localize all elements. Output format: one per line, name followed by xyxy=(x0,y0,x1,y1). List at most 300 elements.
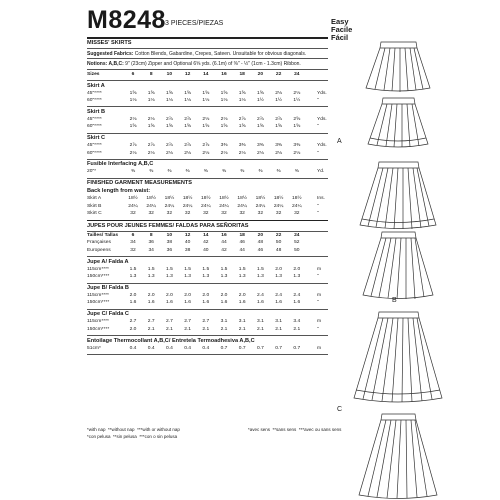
table-row xyxy=(87,267,328,274)
table-cell: 2.7 xyxy=(129,319,137,325)
unit-label: " xyxy=(317,300,319,306)
table-cell: 24¼ xyxy=(182,203,193,209)
table-cell: 2⅞ xyxy=(165,116,173,122)
row-label: Skirt B xyxy=(87,203,102,209)
table-cell: 14 xyxy=(203,72,209,77)
unit-label: " xyxy=(317,203,319,209)
table-cell: 38 xyxy=(166,240,173,246)
section-title: Jupe B/ Falda B xyxy=(87,285,129,291)
table-row xyxy=(87,346,328,353)
table-cell: 2⅛ xyxy=(202,116,210,122)
table-cell: 20 xyxy=(257,233,264,238)
table-cell: 2.1 xyxy=(256,326,264,332)
view-c-label: C xyxy=(337,406,343,413)
table-cell: 34 xyxy=(148,247,154,253)
table-cell: 44 xyxy=(239,247,245,253)
table-cell: 1.6 xyxy=(293,300,301,306)
divider xyxy=(87,335,328,336)
table-row xyxy=(87,98,328,105)
table-cell: 38 xyxy=(184,247,191,253)
table-cell: 1⅝ xyxy=(202,124,210,130)
divider xyxy=(87,220,328,222)
table-cell: 3⅜ xyxy=(275,143,282,149)
table-cell: 14 xyxy=(203,233,209,238)
table-cell: 32 xyxy=(257,211,264,217)
table-cell: 2.7 xyxy=(184,319,191,325)
table-cell: 1⅝ xyxy=(256,124,264,130)
table-cell: 18½ xyxy=(273,196,284,202)
table-cell: 2⅛ xyxy=(275,90,282,96)
unit-label: " xyxy=(317,326,319,332)
table-cell: 3.1 xyxy=(220,319,228,325)
table-cell: 1⅝ xyxy=(293,124,301,130)
table-cell: 2.7 xyxy=(165,319,173,325)
table-cell: 1.6 xyxy=(202,300,210,306)
table-cell: 1⅛ xyxy=(220,97,228,103)
table-cell: 2.0 xyxy=(129,293,137,298)
table-cell: 32 xyxy=(184,211,191,217)
table-cell: 2.1 xyxy=(293,326,301,332)
table-cell: 2⅛ xyxy=(256,150,264,156)
table-cell: 2.1 xyxy=(220,326,228,332)
table-cell: 24¼ xyxy=(219,203,229,209)
finished-measurements-title: FINISHED GARMENT MEASUREMENTS xyxy=(87,180,193,187)
unit-label: m xyxy=(317,293,322,298)
table-cell: 2⅛ xyxy=(184,150,191,156)
suggested-fabrics: Suggested Fabrics: Cotton Blends, Gabardine, Crepes, Sateen. Unsuitable for obvious diagonals. xyxy=(87,51,307,57)
table-cell: 0.7 xyxy=(256,345,264,351)
table-cell: 10 xyxy=(166,233,173,238)
table-cell: 2.0 xyxy=(184,293,191,298)
table-cell: 2⅞ xyxy=(275,116,282,122)
table-cell: 1.3 xyxy=(147,274,155,280)
table-cell: 1⅛ xyxy=(202,97,210,103)
table-cell: 2⅛ xyxy=(165,150,173,156)
table-cell: 34 xyxy=(130,240,136,246)
row-label: 150cm**** xyxy=(87,300,110,306)
table-cell: 20 xyxy=(257,72,264,77)
table-cell: ⅜ xyxy=(240,169,245,175)
table-cell: 22 xyxy=(275,72,282,77)
table-cell: 2⅞ xyxy=(147,143,155,149)
table-cell: 44 xyxy=(221,240,227,246)
table-cell: 18½ xyxy=(237,196,247,202)
table-row xyxy=(87,300,328,307)
table-cell: 1.3 xyxy=(220,274,228,280)
table-cell: 0.4 xyxy=(184,345,191,351)
table-cell: 1⅝ xyxy=(202,90,210,96)
table-cell: 3⅜ xyxy=(293,143,301,149)
table-cell: 18 xyxy=(239,72,245,77)
unit-label: m xyxy=(317,319,322,325)
divider xyxy=(87,106,328,107)
table-cell: 42 xyxy=(221,247,227,253)
skirt-a-front-illustration xyxy=(366,42,430,92)
skirt-b-back-illustration xyxy=(363,232,433,299)
table-cell: 2.1 xyxy=(202,326,210,332)
table-cell: 2⅞ xyxy=(184,116,191,122)
table-row xyxy=(87,196,328,203)
table-cell: 18½ xyxy=(219,196,229,202)
table-cell: 0.7 xyxy=(238,345,246,351)
section-title: Skirt A xyxy=(87,82,105,89)
table-cell: 1.5 xyxy=(238,266,246,272)
view-b-label: B xyxy=(392,297,397,304)
divider xyxy=(87,80,328,81)
table-cell: 1.3 xyxy=(238,274,246,280)
table-cell: 24 xyxy=(294,72,300,77)
table-cell: 18½ xyxy=(292,196,302,202)
table-cell: 48 xyxy=(257,240,264,246)
skirt-b-front-illustration xyxy=(360,162,436,229)
table-cell: 1½ xyxy=(275,97,282,103)
table-cell: 1.6 xyxy=(220,300,228,306)
table-cell: 2⅞ xyxy=(202,143,210,149)
table-cell: 0.7 xyxy=(293,345,301,351)
table-cell: ⅜ xyxy=(130,169,136,175)
table-cell: 3⅜ xyxy=(220,143,228,149)
table-cell: 32 xyxy=(294,211,300,217)
table-cell: 1⅝ xyxy=(129,90,137,96)
table-cell: 1⅝ xyxy=(238,124,246,130)
row-label: Sizes xyxy=(87,72,100,77)
skirt-c-front-illustration xyxy=(354,312,442,402)
divider xyxy=(87,69,328,70)
table-cell: 1⅝ xyxy=(165,124,173,130)
table-cell: 24 xyxy=(294,233,300,238)
footnotes-en: *with nap **without nap ***with or without nap xyxy=(87,427,180,432)
table-cell: ⅜ xyxy=(221,169,227,175)
table-cell: 2.0 xyxy=(165,293,173,298)
table-cell: 2.0 xyxy=(147,293,155,298)
table-row xyxy=(87,143,328,150)
divider xyxy=(87,58,328,59)
table-cell: 48 xyxy=(275,247,282,253)
table-cell: 1⅝ xyxy=(220,90,228,96)
table-cell: 1.3 xyxy=(165,274,173,280)
size-header-row xyxy=(87,72,328,79)
row-label: Skirt C xyxy=(87,211,102,217)
table-cell: 2⅝ xyxy=(293,116,301,122)
intl-title: JUPES POUR JEUNES FEMMES/ FALDAS PARA SEÑORITAS xyxy=(87,222,249,229)
table-cell: 2.0 xyxy=(202,293,210,298)
table-cell: 2⅞ xyxy=(184,143,191,149)
table-cell: 32 xyxy=(130,211,136,217)
table-cell: 24¼ xyxy=(273,203,284,209)
table-cell: 16 xyxy=(221,233,227,238)
table-cell: 1.5 xyxy=(165,266,173,272)
table-row xyxy=(87,248,328,255)
table-cell: 1.6 xyxy=(147,300,155,306)
table-cell: 1.6 xyxy=(184,300,191,306)
header-rule xyxy=(87,37,328,39)
table-cell: 0.7 xyxy=(220,345,228,351)
table-cell: 2⅛ xyxy=(147,150,155,156)
unit-label: " xyxy=(317,211,319,217)
row-label: 60"**** xyxy=(87,97,102,103)
table-cell: 18½ xyxy=(182,196,193,202)
table-cell: 0.4 xyxy=(129,345,137,351)
table-cell: 1.5 xyxy=(147,266,155,272)
table-cell: 1⅝ xyxy=(184,124,191,130)
table-cell: 32 xyxy=(130,247,136,253)
table-cell: 16 xyxy=(221,72,227,77)
table-cell: 2.1 xyxy=(238,326,246,332)
table-cell: 50 xyxy=(275,240,282,246)
section-title: Skirt B xyxy=(87,108,106,115)
table-cell: 2.1 xyxy=(275,326,282,332)
table-cell: 1⅝ xyxy=(275,124,282,130)
row-label: 20"* xyxy=(87,169,97,175)
divider xyxy=(87,354,328,355)
table-row xyxy=(87,124,328,131)
table-cell: 1⅝ xyxy=(129,124,137,130)
table-cell: 0.4 xyxy=(147,345,155,351)
page-title: MISSES' SKIRTS xyxy=(87,40,132,46)
divider xyxy=(87,283,328,284)
row-label: 115cm**** xyxy=(87,319,109,325)
table-cell: 2.4 xyxy=(275,293,282,298)
table-cell: 32 xyxy=(221,211,227,217)
table-cell: 1½ xyxy=(256,97,264,103)
row-label: 45"**** xyxy=(87,116,102,122)
table-cell: 12 xyxy=(184,72,191,77)
table-cell: 32 xyxy=(203,211,209,217)
table-cell: 6 xyxy=(131,233,135,238)
divider xyxy=(87,256,328,257)
skirt-c-back-illustration xyxy=(359,414,437,499)
row-label: Françaises xyxy=(87,240,111,246)
table-cell: 1⅛ xyxy=(165,97,173,103)
table-cell: 18 xyxy=(239,233,245,238)
unit-label: Yds. xyxy=(317,143,327,149)
row-label: 45"**** xyxy=(87,143,102,149)
table-cell: 18½ xyxy=(164,196,175,202)
table-cell: 1.6 xyxy=(165,300,173,306)
table-cell: 12 xyxy=(184,233,191,238)
table-cell: 18½ xyxy=(201,196,211,202)
table-cell: 2.7 xyxy=(147,319,155,325)
table-cell: 32 xyxy=(239,211,245,217)
table-cell: 1⅛ xyxy=(238,97,246,103)
table-cell: 24¼ xyxy=(237,203,247,209)
table-cell: ⅜ xyxy=(276,169,281,175)
table-cell: 2.4 xyxy=(256,293,264,298)
table-cell: 2⅛ xyxy=(129,150,137,156)
table-cell: 1.5 xyxy=(129,266,137,272)
table-cell: 1.3 xyxy=(256,274,264,280)
table-cell: 2.0 xyxy=(275,266,282,272)
table-cell: 22 xyxy=(275,233,282,238)
table-cell: 52 xyxy=(294,240,300,246)
table-cell: 2⅞ xyxy=(165,143,173,149)
table-row xyxy=(87,204,328,211)
table-cell: ⅜ xyxy=(149,169,154,175)
table-cell: 1⅝ xyxy=(165,90,173,96)
table-cell: 18½ xyxy=(128,196,138,202)
table-cell: 1.6 xyxy=(238,300,246,306)
pattern-number: M8248 xyxy=(87,6,166,34)
table-cell: 0.4 xyxy=(202,345,210,351)
table-row xyxy=(87,91,328,98)
table-cell: 36 xyxy=(148,240,154,246)
table-cell: 32 xyxy=(166,211,173,217)
divider xyxy=(87,159,328,160)
table-cell: 2⅛ xyxy=(220,150,228,156)
unit-label: " xyxy=(317,274,319,280)
table-cell: ⅜ xyxy=(203,169,208,175)
table-cell: 2.1 xyxy=(165,326,173,332)
pieces-count: 3 PIECES/PIEZAS xyxy=(165,20,224,27)
table-cell: 24¼ xyxy=(292,203,302,209)
table-cell: 1⅝ xyxy=(147,90,155,96)
table-cell: 2.0 xyxy=(220,293,228,298)
table-cell: ⅜ xyxy=(294,169,299,175)
unit-label: " xyxy=(317,150,319,156)
table-row xyxy=(87,274,328,281)
table-cell: 3.1 xyxy=(275,319,282,325)
section-title: Entoilage Thermocollant A,B,C/ Entretela Termoadhesiva A,B,C xyxy=(87,337,255,344)
divider xyxy=(87,178,328,179)
table-cell: 18½ xyxy=(146,196,156,202)
footnotes-fr: *avec sens **sans sens ***avec ou sans sens xyxy=(248,427,342,432)
table-cell: 3⅜ xyxy=(256,143,264,149)
table-cell: 2.4 xyxy=(293,293,301,298)
row-label: 115cm**** xyxy=(87,293,109,298)
table-cell: 40 xyxy=(184,240,191,246)
table-cell: 2⅛ xyxy=(202,150,210,156)
table-cell: 1⅛ xyxy=(147,97,155,103)
table-row xyxy=(87,151,328,158)
table-row xyxy=(87,327,328,334)
table-cell: 24¼ xyxy=(255,203,266,209)
table-cell: 32 xyxy=(148,211,154,217)
table-cell: 1.6 xyxy=(275,300,282,306)
notions: Notions: A,B,C: 9" (23cm) Zipper and Optional 6⅝ yds. (6.1m) of ⅜" - ½" (1cm - 1.3cm) Ribbon. xyxy=(87,61,301,67)
section-title: Jupe A/ Falda A xyxy=(87,258,129,265)
section-title: Fusible Interfacing A,B,C xyxy=(87,161,154,168)
unit-label: m xyxy=(317,345,322,351)
table-cell: 1.3 xyxy=(184,274,191,280)
unit-label: Yds. xyxy=(317,90,327,96)
unit-label: Ins. xyxy=(317,196,325,202)
table-cell: 10 xyxy=(166,72,173,77)
table-cell: 3⅜ xyxy=(238,143,246,149)
back-length-subtitle: Back length from waist: xyxy=(87,188,151,195)
table-cell: 40 xyxy=(203,247,209,253)
table-cell: 24¼ xyxy=(146,203,156,209)
table-row xyxy=(87,169,328,176)
table-cell: 32 xyxy=(275,211,282,217)
skirt-illustrations xyxy=(330,40,480,500)
table-cell: 3.1 xyxy=(256,319,264,325)
unit-label: " xyxy=(317,97,319,103)
table-cell: 1.5 xyxy=(184,266,191,272)
unit-label: " xyxy=(317,124,319,130)
table-cell: 18½ xyxy=(255,196,266,202)
table-cell: 42 xyxy=(203,240,209,246)
table-cell: 2.1 xyxy=(184,326,191,332)
table-cell: 1⅛ xyxy=(184,97,191,103)
row-label: 60"**** xyxy=(87,124,102,130)
table-row xyxy=(87,240,328,247)
footnotes-es: *con pelusa **sin pelusa ***con o sin pelusa xyxy=(87,434,178,439)
table-cell: 1⅛ xyxy=(129,97,137,103)
table-cell: 24¼ xyxy=(201,203,211,209)
table-cell: 2⅛ xyxy=(275,150,282,156)
table-cell: 2.7 xyxy=(202,319,210,325)
table-cell: 24¼ xyxy=(128,203,138,209)
divider xyxy=(87,48,328,49)
table-cell: 1.5 xyxy=(256,266,264,272)
table-cell: 2⅞ xyxy=(256,116,264,122)
row-label: 150cm**** xyxy=(87,326,110,332)
table-cell: 0.7 xyxy=(275,345,282,351)
table-cell: 1.5 xyxy=(220,266,228,272)
table-cell: 2⅛ xyxy=(220,116,228,122)
table-cell: 1⅝ xyxy=(256,90,264,96)
table-cell: ⅜ xyxy=(167,169,172,175)
table-cell: 8 xyxy=(149,72,153,77)
table-cell: 6 xyxy=(131,72,135,77)
divider xyxy=(87,231,328,232)
difficulty-fr: Facile xyxy=(331,25,353,34)
table-cell: 1⅝ xyxy=(147,124,155,130)
table-cell: 1⅝ xyxy=(220,124,228,130)
table-cell: 2.0 xyxy=(129,326,137,332)
table-cell: 0.4 xyxy=(165,345,173,351)
table-cell: 2⅛ xyxy=(147,116,155,122)
table-cell: 3.1 xyxy=(238,319,246,325)
table-row xyxy=(87,319,328,326)
unit-label: Yd. xyxy=(317,169,325,175)
table-cell: 1.5 xyxy=(202,266,210,272)
table-cell: 46 xyxy=(257,247,264,253)
unit-label: Yds. xyxy=(317,116,327,122)
table-cell: 46 xyxy=(239,240,245,246)
table-cell: 8 xyxy=(149,233,153,238)
row-label: 45"**** xyxy=(87,90,102,96)
table-cell: 1.3 xyxy=(293,274,301,280)
skirt-a-back-illustration xyxy=(368,98,428,147)
table-cell: 1.3 xyxy=(202,274,210,280)
difficulty-es: Fácil xyxy=(331,33,349,42)
table-cell: 50 xyxy=(294,247,300,253)
table-cell: 1.6 xyxy=(129,300,137,306)
table-cell: 36 xyxy=(166,247,173,253)
row-label: Tailles/ Tallas xyxy=(87,233,119,238)
row-label: 150cm**** xyxy=(87,274,110,280)
table-cell: 2.0 xyxy=(238,293,246,298)
table-cell: ⅜ xyxy=(258,169,263,175)
table-cell: ⅜ xyxy=(185,169,190,175)
table-cell: 1.6 xyxy=(256,300,264,306)
table-cell: 1.3 xyxy=(275,274,282,280)
row-label: 60"**** xyxy=(87,150,102,156)
divider xyxy=(87,309,328,310)
row-label: 51cm* xyxy=(87,345,101,351)
table-cell: 2⅞ xyxy=(129,143,137,149)
row-label: Europeens xyxy=(87,247,111,253)
table-cell: 2.1 xyxy=(147,326,155,332)
table-cell: 1½ xyxy=(293,97,301,103)
table-cell: 2⅛ xyxy=(293,90,301,96)
view-a-label: A xyxy=(337,138,342,145)
table-cell: 1⅝ xyxy=(184,90,191,96)
table-cell: 1.3 xyxy=(129,274,137,280)
table-cell: 1⅝ xyxy=(238,90,246,96)
section-title: Skirt C xyxy=(87,135,106,142)
